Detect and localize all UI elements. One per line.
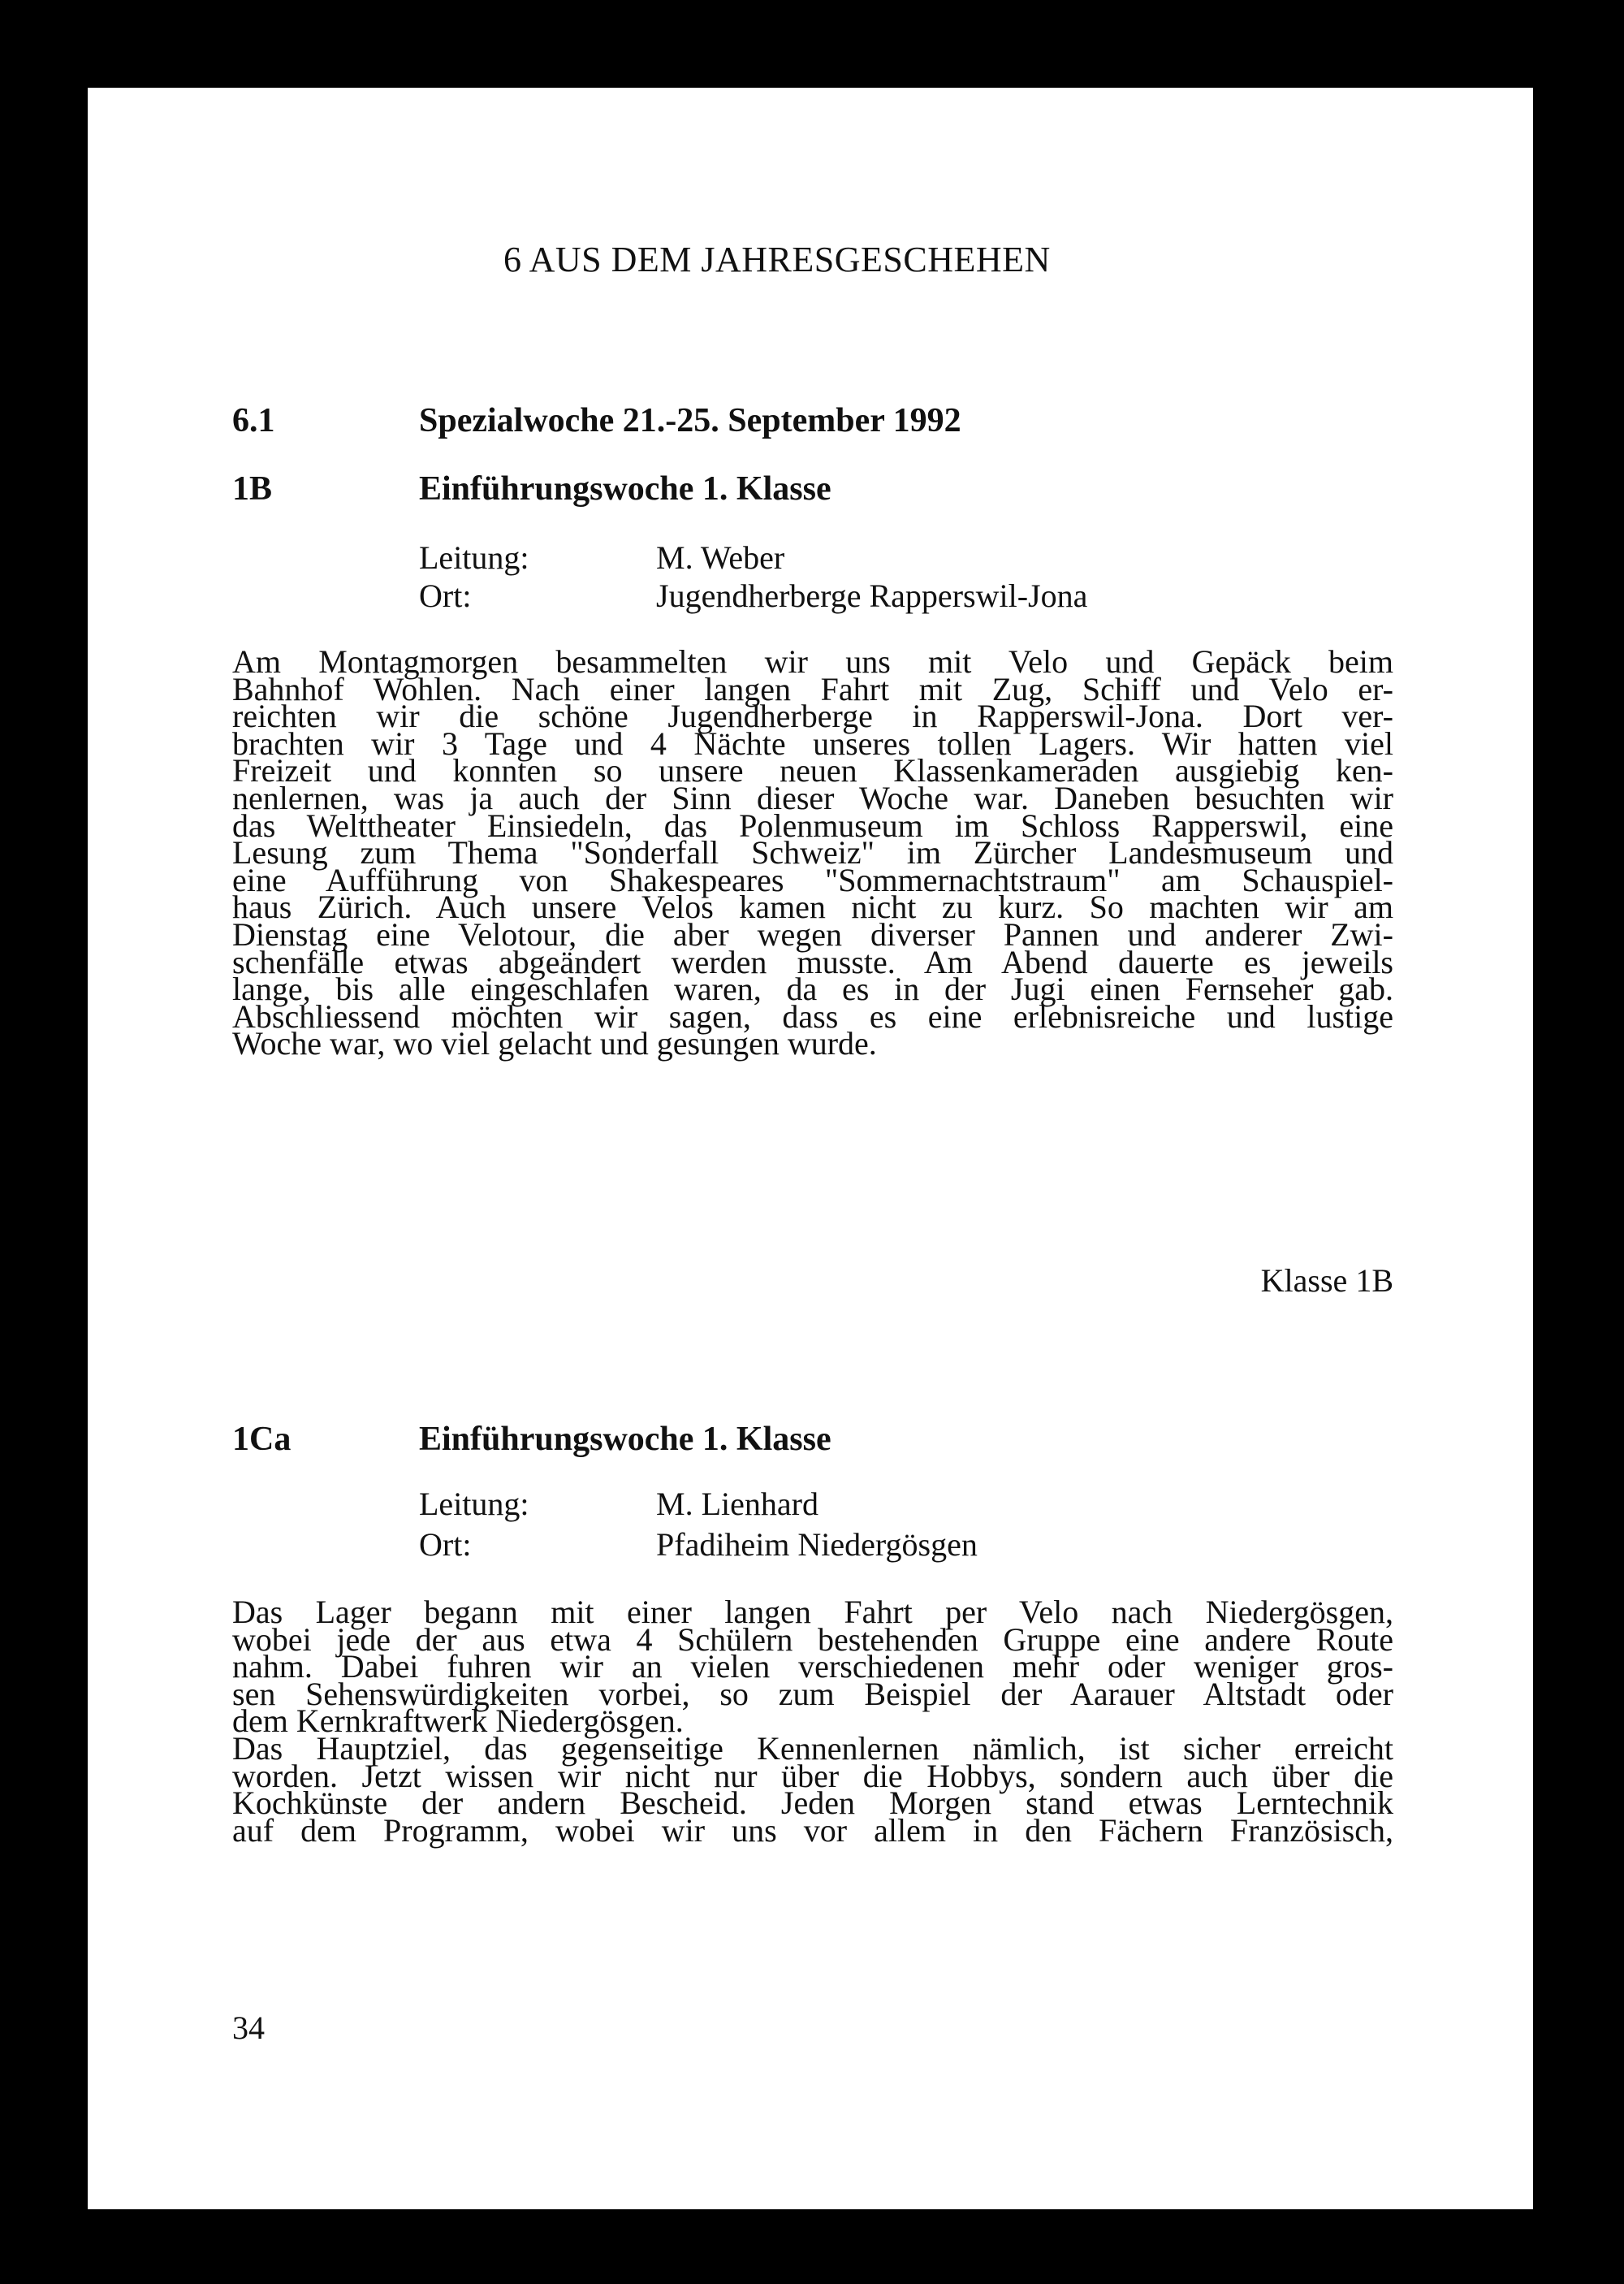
body-line: wobei jede der aus etwa 4 Schülern bestehenden Gruppe eine andere Route xyxy=(232,1620,1393,1658)
entry-signature: Klasse 1B xyxy=(1260,1262,1393,1299)
body-line: sen Sehenswürdigkeiten vorbei, so zum Beispiel der Aarauer Altstadt oder xyxy=(232,1675,1393,1712)
ort-value: Pfadiheim Niedergösgen xyxy=(656,1526,978,1563)
chapter-title: 6 AUS DEM JAHRESGESCHEHEN xyxy=(503,240,1051,279)
body-line: Bahnhof Wohlen. Nach einer langen Fahrt mit Zug, Schiff und Velo er- xyxy=(232,670,1393,707)
body-line: auf dem Programm, wobei wir uns vor allem in den Fächern Französisch, xyxy=(232,1811,1393,1849)
body-line: Das Hauptziel, das gegenseitige Kennenlernen nämlich, ist sicher erreicht xyxy=(232,1729,1393,1767)
body-line: Kochkünste der andern Bescheid. Jeden Morgen stand etwas Lerntechnik xyxy=(232,1784,1393,1822)
body-line: Am Montagmorgen besammelten wir uns mit Velo und Gepäck beim xyxy=(232,643,1393,680)
body-line: Dienstag eine Velotour, die aber wegen diverser Pannen und anderer Zwi- xyxy=(232,915,1393,953)
entry-title: Einführungswoche 1. Klasse xyxy=(419,1421,831,1458)
body-line: reichten wir die schöne Jugendherberge in Rapperswil-Jona. Dort ver- xyxy=(232,698,1393,735)
ort-label: Ort: xyxy=(419,1526,472,1563)
body-line: nahm. Dabei fuhren wir an vielen verschiedenen mehr oder weniger gros- xyxy=(232,1648,1393,1685)
document-page xyxy=(88,88,1533,2209)
body-line: Freizeit und konnten so unsere neuen Klassenkameraden ausgiebig ken- xyxy=(232,752,1393,789)
body-line: lange, bis alle eingeschlafen waren, da es in der Jugi einen Fernseher gab. xyxy=(232,971,1393,1008)
body-line: Lesung zum Thema "Sonderfall Schweiz" im Zürcher Landesmuseum und xyxy=(232,834,1393,872)
entry-body xyxy=(232,1594,1393,1849)
body-line: brachten wir 3 Tage und 4 Nächte unseres tollen Lagers. Wir hatten viel xyxy=(232,725,1393,762)
entry-title: Einführungswoche 1. Klasse xyxy=(419,470,831,508)
page-number: 34 xyxy=(232,2009,265,2046)
leitung-label: Leitung: xyxy=(419,1486,529,1522)
entry-code: 1Ca xyxy=(232,1421,292,1458)
body-line: Abschliessend möchten wir sagen, dass es eine erlebnisreiche und lustige xyxy=(232,997,1393,1035)
leitung-value: M. Weber xyxy=(656,539,785,576)
section-title: Spezialwoche 21.-25. September 1992 xyxy=(419,402,961,439)
body-line: nenlernen, was ja auch der Sinn dieser Woche war. Daneben besuchten wir xyxy=(232,779,1393,816)
ort-value: Jugendherberge Rapperswil-Jona xyxy=(656,577,1088,614)
body-line: Woche war, wo viel gelacht und gesungen wurde. xyxy=(232,1025,877,1062)
entry-code: 1B xyxy=(232,470,273,508)
body-line: haus Zürich. Auch unsere Velos kamen nicht zu kurz. So machten wir am xyxy=(232,889,1393,926)
body-line: schenfälle etwas abgeändert werden musste. Am Abend dauerte es jeweils xyxy=(232,943,1393,980)
leitung-value: M. Lienhard xyxy=(656,1486,818,1522)
body-line: worden. Jetzt wissen wir nicht nur über die Hobbys, sondern auch über die xyxy=(232,1757,1393,1794)
entry-body xyxy=(232,643,1393,1062)
ort-label: Ort: xyxy=(419,577,472,614)
body-line: das Welttheater Einsiedeln, das Polenmuseum im Schloss Rapperswil, eine xyxy=(232,807,1393,844)
body-line: Das Lager begann mit einer langen Fahrt per Velo nach Niedergösgen, xyxy=(232,1594,1393,1630)
leitung-label: Leitung: xyxy=(419,539,529,576)
section-number: 6.1 xyxy=(232,402,275,439)
body-line: eine Aufführung von Shakespeares "Sommernachtstraum" am Schauspiel- xyxy=(232,861,1393,898)
body-line: dem Kernkraftwerk Niedergösgen. xyxy=(232,1702,684,1740)
